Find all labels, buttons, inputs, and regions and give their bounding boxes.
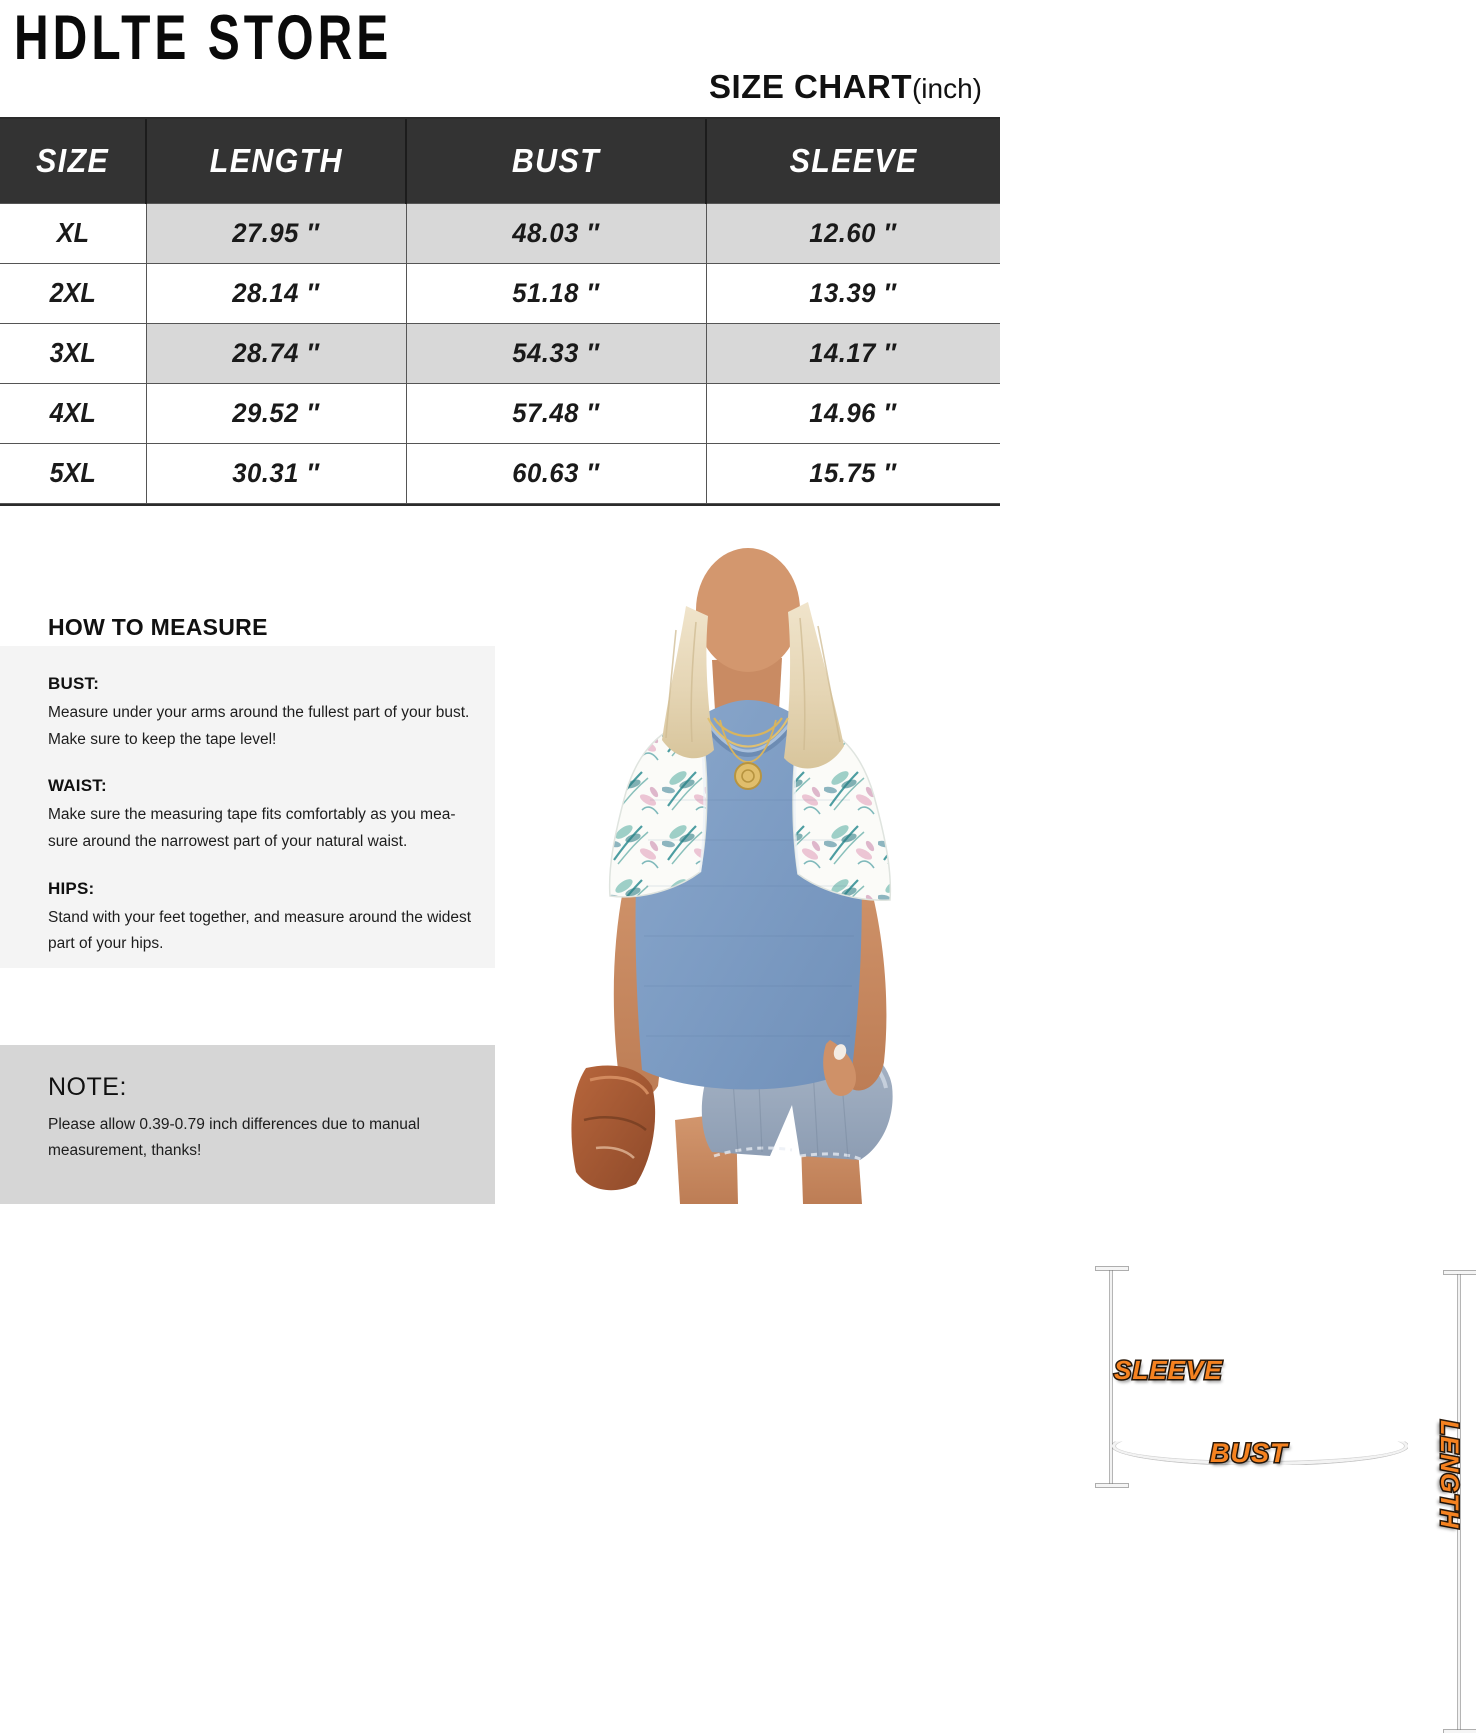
table-row xyxy=(0,203,1000,263)
column-header-size xyxy=(0,119,146,203)
sleeve-measure-line xyxy=(1110,1268,1112,1486)
cell-sleeve-value: 14.96 ″ xyxy=(809,397,897,428)
cell-length-value: 28.74 ″ xyxy=(232,337,320,368)
cell-bust-value: 57.48 ″ xyxy=(512,397,600,428)
cell-length-value: 28.14 ″ xyxy=(232,277,320,308)
sleeve-label: SLEEVE xyxy=(1114,1355,1223,1385)
column-header-sleeve-label: SLEEVE xyxy=(789,141,918,179)
column-header-bust xyxy=(406,119,706,203)
cell-size-value: 2XL xyxy=(49,277,96,308)
cell-size-value: 5XL xyxy=(49,457,96,488)
size-chart-heading-main: SIZE CHART xyxy=(708,68,912,105)
note-panel xyxy=(0,1045,495,1204)
cell-size xyxy=(0,443,146,503)
table-row xyxy=(0,383,1000,443)
measure-block-hips-heading: HIPS: xyxy=(48,878,95,898)
cell-size-value: 3XL xyxy=(49,337,96,368)
table-row xyxy=(0,263,1000,323)
cell-sleeve-value: 13.39 ″ xyxy=(809,277,897,308)
measure-block-bust-line2: Make sure to keep the tape level! xyxy=(48,730,277,748)
cell-sleeve-value: 15.75 ″ xyxy=(809,457,897,488)
how-to-measure-title: HOW TO MEASURE xyxy=(48,614,268,640)
cell-length xyxy=(146,443,406,503)
note-line2: measurement, thanks! xyxy=(48,1142,202,1160)
measure-block-hips-line1: Stand with your feet together, and measure around the widest xyxy=(48,908,472,926)
table-row xyxy=(0,323,1000,383)
measure-block-bust-heading: BUST: xyxy=(48,674,100,693)
cell-length xyxy=(146,263,406,323)
cell-length xyxy=(146,383,406,443)
bust-label: BUST xyxy=(1210,1438,1288,1468)
cell-bust-value: 60.63 ″ xyxy=(512,457,600,488)
cell-sleeve xyxy=(706,383,1000,443)
cell-sleeve xyxy=(706,323,1000,383)
measure-block-waist xyxy=(48,776,475,855)
cell-length xyxy=(146,323,406,383)
cell-size-value: XL xyxy=(56,217,89,248)
measure-block-bust-line1: Measure under your arms around the fullest part of your bust. xyxy=(48,704,470,721)
cell-sleeve xyxy=(706,203,1000,263)
cell-length xyxy=(146,203,406,263)
measure-block-waist-line2: sure around the narrowest part of your natural waist. xyxy=(48,832,408,850)
length-label: LENGTH xyxy=(1435,1420,1463,1529)
size-chart-heading-unit: (inch) xyxy=(911,73,982,104)
cell-bust xyxy=(406,323,706,383)
column-header-length xyxy=(146,119,406,203)
cell-size xyxy=(0,323,146,383)
measure-block-waist-line1: Make sure the measuring tape fits comfortably as you mea- xyxy=(48,806,456,824)
note-line1: Please allow 0.39-0.79 inch differences due to manual xyxy=(48,1116,420,1133)
measure-block-hips-line2: part of your hips. xyxy=(48,935,164,953)
column-header-length-label: LENGTH xyxy=(209,141,343,179)
cell-size xyxy=(0,203,146,263)
cell-bust xyxy=(406,443,706,503)
column-header-size-label: SIZE xyxy=(35,141,109,179)
column-header-sleeve xyxy=(706,119,1000,203)
cell-length-value: 30.31 ″ xyxy=(232,457,320,488)
size-chart-heading xyxy=(709,68,982,106)
cell-bust-value: 48.03 ″ xyxy=(512,217,600,248)
cell-bust-value: 54.33 ″ xyxy=(512,337,600,368)
cell-bust xyxy=(406,263,706,323)
cell-sleeve-value: 14.17 ″ xyxy=(809,337,897,368)
cell-size xyxy=(0,263,146,323)
table-header-row xyxy=(0,119,1000,203)
table-row xyxy=(0,443,1000,503)
column-header-bust-label: BUST xyxy=(511,141,601,179)
note-heading: NOTE: xyxy=(48,1073,127,1101)
cell-size-value: 4XL xyxy=(49,397,96,428)
size-table xyxy=(0,119,1000,504)
product-photo xyxy=(500,600,1463,1529)
brand-title: HDLTE STORE xyxy=(14,3,393,74)
size-table-wrapper xyxy=(0,117,1000,506)
cell-sleeve xyxy=(706,443,1000,503)
cell-sleeve-value: 12.60 ″ xyxy=(809,217,897,248)
cell-bust-value: 51.18 ″ xyxy=(512,277,600,308)
cell-length-value: 29.52 ″ xyxy=(232,397,320,428)
how-to-measure-panel xyxy=(0,646,495,968)
measure-block-waist-heading: WAIST: xyxy=(48,776,107,796)
model-illustration xyxy=(500,600,1000,1204)
cell-length-value: 27.95 ″ xyxy=(232,217,320,248)
cell-size xyxy=(0,383,146,443)
cell-sleeve xyxy=(706,263,1000,323)
measure-block-bust xyxy=(48,674,475,753)
cell-bust xyxy=(406,383,706,443)
cell-bust xyxy=(406,203,706,263)
measure-block-hips xyxy=(48,879,475,958)
